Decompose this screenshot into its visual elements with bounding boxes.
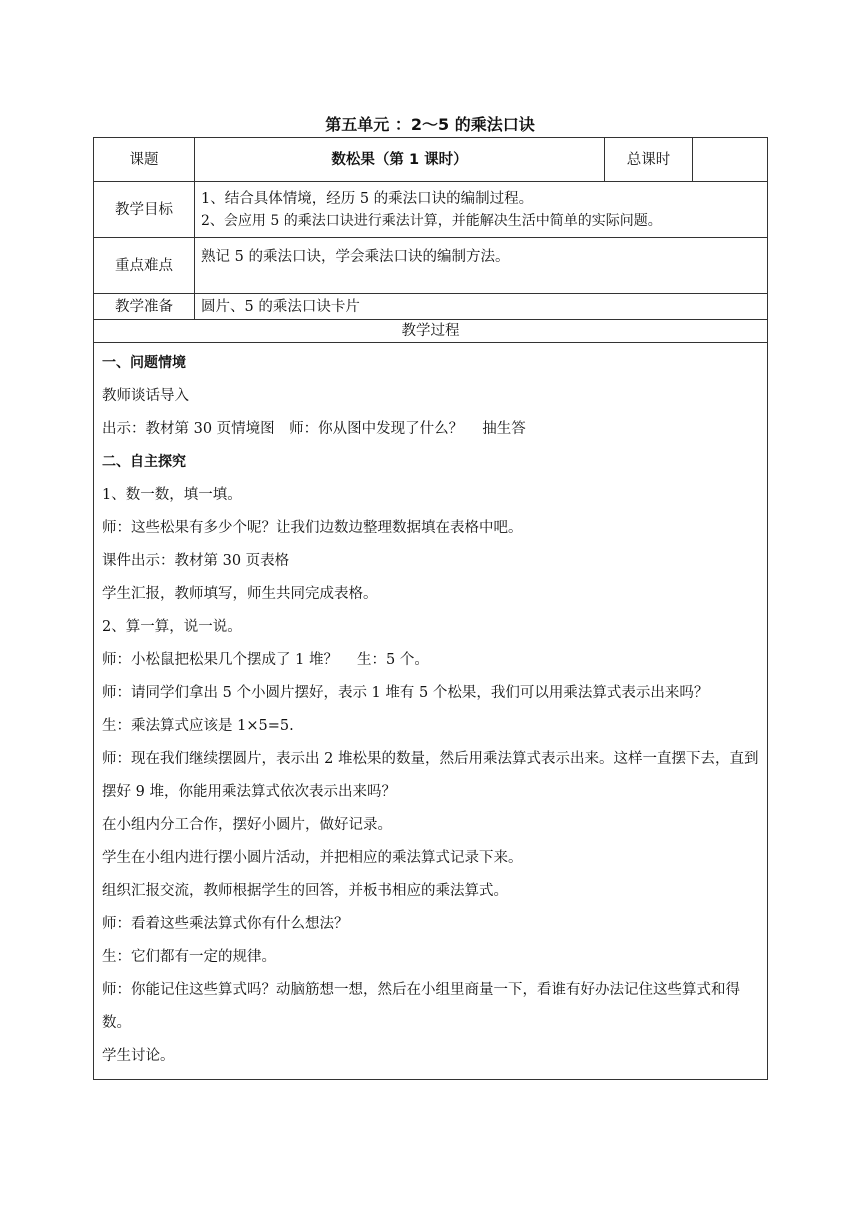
process-line: 组织汇报交流，教师根据学生的回答，并板书相应的乘法算式。 <box>102 883 508 899</box>
process-content <box>94 343 768 1080</box>
process-line: 师：小松鼠把松果几个摆成了 1 堆？ 生：5 个。 <box>102 652 429 668</box>
topic-row <box>94 138 768 182</box>
preparation-row <box>94 294 768 320</box>
topic-label: 课题 <box>94 138 195 182</box>
process-line: 生：乘法算式应该是 1×5=5. <box>102 718 294 734</box>
total-hours-label: 总课时 <box>605 138 693 182</box>
process-line: 课件出示：教材第 30 页表格 <box>102 553 290 569</box>
lesson-plan-table <box>93 137 768 1080</box>
process-line: 学生在小组内进行摆小圆片活动，并把相应的乘法算式记录下来。 <box>102 850 523 866</box>
process-line: 学生汇报，教师填写，师生共同完成表格。 <box>102 586 378 602</box>
section-heading: 二、自主探究 <box>102 454 186 470</box>
process-line: 师：这些松果有多少个呢？让我们边数边整理数据填在表格中吧。 <box>102 520 523 536</box>
process-label: 教学过程 <box>94 320 768 343</box>
key-points-label: 重点难点 <box>94 238 195 294</box>
process-line: 师：现在我们继续摆圆片，表示出 2 堆松果的数量，然后用乘法算式表示出来。这样一直摆下去，直到摆好 9 堆，你能用乘法算式依次表示出来吗？ <box>102 751 759 800</box>
total-hours-value <box>693 138 768 182</box>
process-header-row <box>94 320 768 343</box>
process-line: 2、算一算，说一说。 <box>102 619 242 635</box>
objectives-row <box>94 182 768 238</box>
objectives-label: 教学目标 <box>94 182 195 238</box>
objective-item: 1、结合具体情境，经历 5 的乘法口诀的编制过程。 <box>201 190 534 207</box>
process-line: 生：它们都有一定的规律。 <box>102 949 276 965</box>
objectives-cell <box>195 182 768 238</box>
process-line: 师：你能记住这些算式吗？动脑筋想一想，然后在小组里商量一下，看谁有好办法记住这些算式和得数。 <box>102 982 740 1031</box>
process-line: 学生讨论。 <box>102 1048 175 1064</box>
preparation-value: 圆片、5 的乘法口诀卡片 <box>195 294 768 320</box>
process-line: 师：看着这些乘法算式你有什么想法？ <box>102 916 349 932</box>
key-points-row <box>94 238 768 294</box>
topic-value: 数松果（第 1 课时） <box>195 138 605 182</box>
objective-item: 2、会应用 5 的乘法口诀进行乘法计算，并能解决生活中简单的实际问题。 <box>201 212 662 229</box>
process-line: 师：请同学们拿出 5 个小圆片摆好，表示 1 堆有 5 个松果，我们可以用乘法算式表示出来吗？ <box>102 685 709 701</box>
process-line: 1、数一数，填一填。 <box>102 487 242 503</box>
process-line: 教师谈话导入 <box>102 388 189 404</box>
preparation-label: 教学准备 <box>94 294 195 320</box>
document-title: 第五单元 ：2～5 的乘法口诀 <box>325 115 535 134</box>
section-heading: 一、问题情境 <box>102 355 186 371</box>
key-points-value: 熟记 5 的乘法口诀，学会乘法口诀的编制方法。 <box>195 238 768 294</box>
process-body-row <box>94 343 768 1080</box>
process-line: 在小组内分工合作，摆好小圆片，做好记录。 <box>102 817 392 833</box>
process-line: 出示：教材第 30 页情境图 师：你从图中发现了什么？ 抽生答 <box>102 421 526 437</box>
